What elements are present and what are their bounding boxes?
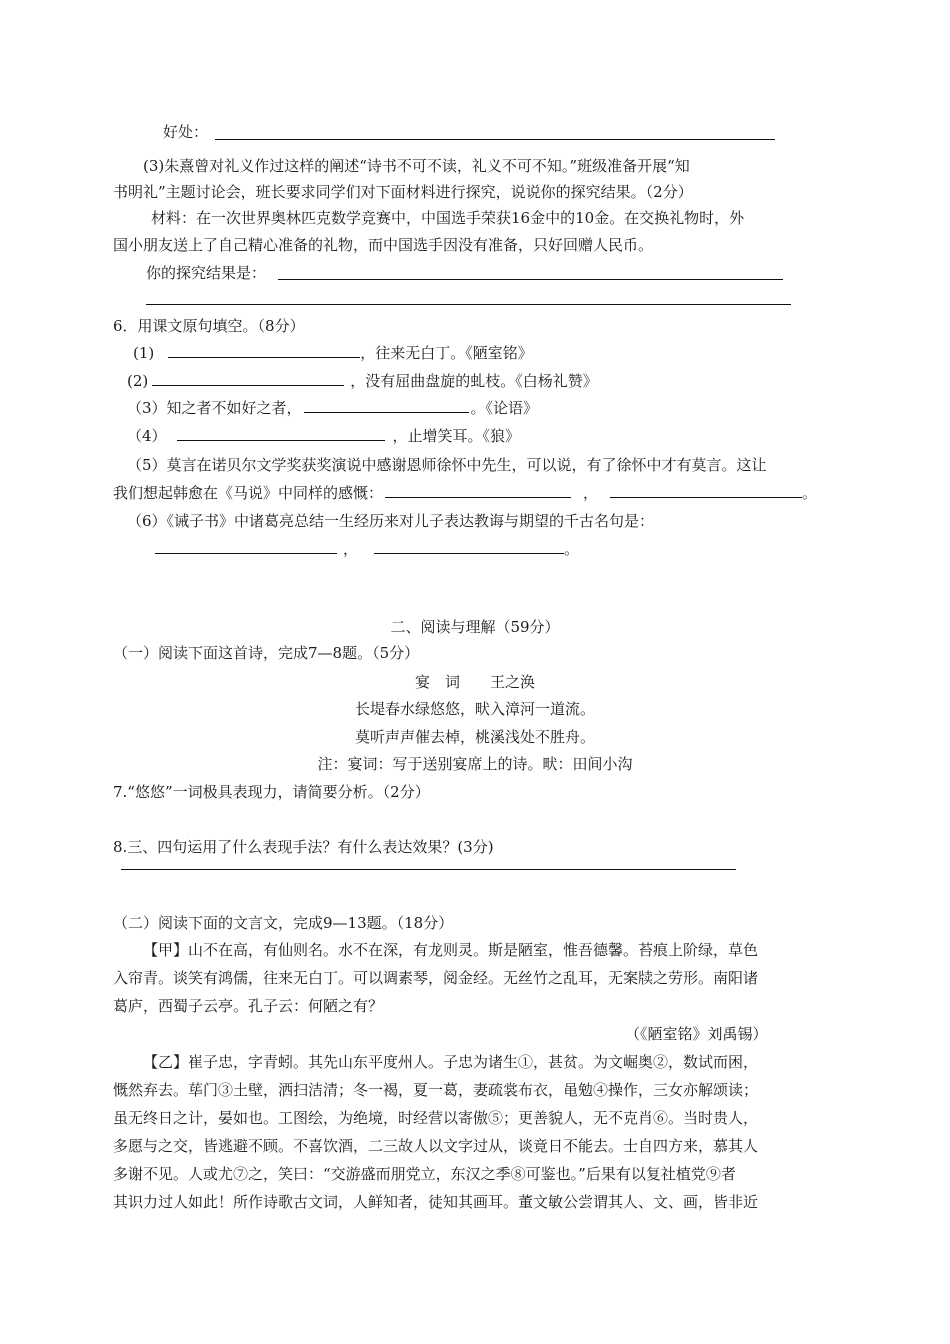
q6-item-1: (1) ，往来无白丁。《陋室铭》	[133, 344, 533, 362]
q6-item-6-line1: （6）《诫子书》中诸葛亮总结一生经历来对儿子表达教诲与期望的千古名句是：	[127, 512, 655, 530]
jia-line-2: 入帘青。谈笑有鸿儒，往来无白丁。可以调素琴，阅金经。无丝竹之乱耳，无案牍之劳形。南阳诸	[113, 969, 759, 987]
jia-source: （《陋室铭》刘禹锡）	[625, 1025, 768, 1043]
yi-line-3: 虽无终日之计，晏如也。工图绘，为绝境，时经营以寄傲⑤；更善貌人，无不克肖⑥。当时贵人，	[113, 1109, 759, 1127]
jia-line-1: 【甲】山不在高，有仙则名。水不在深，有龙则灵。斯是陋室，惟吾德馨。苔痕上阶绿，草色	[143, 941, 759, 959]
q6-title: 6．用课文原句填空。（8分）	[113, 317, 305, 335]
fill-blank[interactable]	[374, 539, 564, 554]
yi-line-5: 多谢不见。人或尤⑦之，笑曰：“交游盛而朋党立，东汉之季⑧可鉴也。”后果有以复社植党⑨者	[113, 1165, 736, 1183]
fill-blank[interactable]	[168, 343, 360, 358]
q5-p3-line2: 书明礼”主题讨论会，班长要求同学们对下面材料进行探究，说说你的探究结果。（2分）	[113, 183, 693, 201]
yi-line-1: 【乙】崔子忠，字青蚓。其先山东平度州人。子忠为诸生①，甚贫。为文崛奥②，数试而困，	[143, 1053, 759, 1071]
section-heading: 二、阅读与理解（59分）	[390, 618, 560, 636]
fill-blank[interactable]	[610, 483, 802, 498]
part1-intro: （一）阅读下面这首诗，完成7—8题。（5分）	[113, 644, 420, 662]
benefit-label: 好处：	[163, 123, 209, 141]
q5-p3-line1: (3)朱熹曾对礼义作过这样的阐述“诗书不可不读，礼义不可不知。”班级准备开展“知	[143, 157, 690, 175]
fill-blank[interactable]	[155, 539, 337, 554]
answer-line[interactable]	[146, 304, 791, 305]
q6-item-3: （3）知之者不如好之者， 。《论语》	[127, 399, 539, 417]
poem-title: 宴 词 王之涣	[414, 673, 535, 691]
answer-line[interactable]	[278, 279, 783, 280]
q6-item-4: （4） ，止增笑耳。《狼》	[127, 427, 521, 445]
poem-line-2: 莫听声声催去棹，桃溪浅处不胜舟。	[354, 728, 595, 746]
q6-item-2: (2) ，没有屈曲盘旋的虬枝。《白杨礼赞》	[127, 372, 598, 390]
poem-line-1: 长堤春水绿悠悠，畎入漳河一道流。	[354, 700, 595, 718]
fill-blank[interactable]	[385, 483, 571, 498]
part2-intro: （二）阅读下面的文言文，完成9—13题。（18分）	[113, 914, 454, 932]
fill-blank[interactable]	[177, 426, 385, 441]
yi-line-4: 多愿与之交，皆逃避不顾。不喜饮酒，二三故人以文字过从，谈竟日不能去。士自四方来，慕其人	[113, 1137, 759, 1155]
answer-line[interactable]	[121, 869, 736, 870]
result-label: 你的探究结果是：	[146, 264, 267, 282]
q6-item-5-line2: 我们想起韩愈在《马说》中同样的感慨： ， 。	[113, 484, 818, 502]
jia-line-3: 葛庐，西蜀子云亭。孔子云：何陋之有？	[113, 997, 384, 1015]
question-8: 8.三、四句运用了什么表现手法？有什么表达效果？(3分)	[113, 838, 494, 856]
material-line2: 国小朋友送上了自己精心准备的礼物，而中国选手因没有准备，只好回赠人民币。	[113, 236, 654, 254]
q6-item-5-line1: （5）莫言在诺贝尔文学奖获奖演说中感谢恩师徐怀中先生，可以说，有了徐怀中才有莫言。这让	[127, 456, 767, 474]
fill-blank[interactable]	[304, 398, 469, 413]
fill-blank[interactable]	[152, 371, 344, 386]
question-7: 7.“悠悠”一词极具表现力，请简要分析。（2分）	[113, 783, 430, 801]
yi-line-6: 其识力过人如此！所作诗歌古文词，人鲜知者，徒知其画耳。董文敏公尝谓其人、文、画，皆非近	[113, 1193, 759, 1211]
yi-line-2: 慨然弃去。荜门③土壁，洒扫洁清；冬一褐，夏一葛，妻疏裳布衣，黾勉④操作，三女亦解颂读；	[113, 1081, 759, 1099]
q6-item-6-line2: ， 。	[155, 539, 579, 559]
poem-note: 注：宴词：写于送别宴席上的诗。畎：田间小沟	[317, 755, 633, 773]
answer-line[interactable]	[215, 139, 775, 140]
material-line1: 材料：在一次世界奥林匹克数学竞赛中，中国选手荣获16金中的10金。在交换礼物时，外	[151, 209, 745, 227]
